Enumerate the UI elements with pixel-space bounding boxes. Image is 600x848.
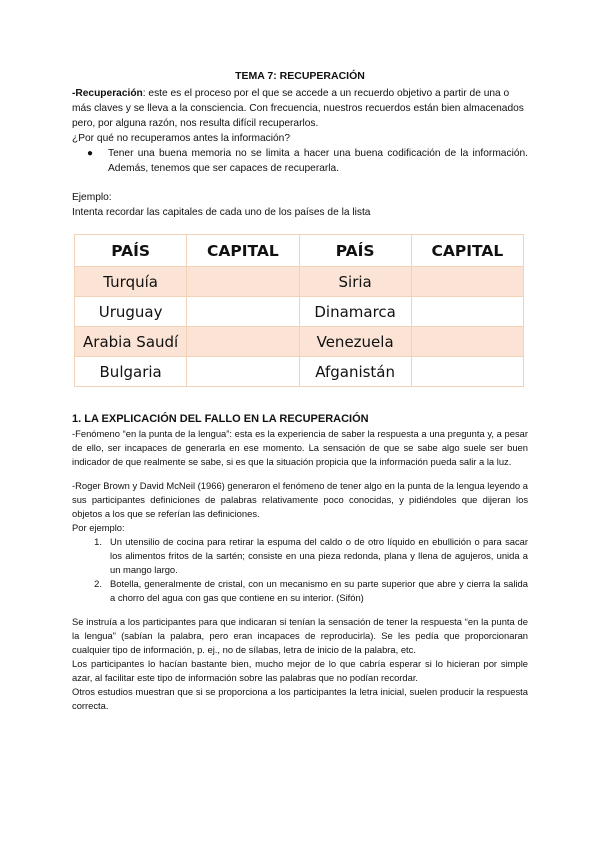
paragraph-other-studies: Otros estudios muestran que si se proporciona a los participantes la letra inicial, suelen producir la respuesta correcta. <box>72 686 528 711</box>
list-number: 1. <box>94 536 102 547</box>
bullet-item <box>72 146 528 176</box>
country-cell: Dinamarca <box>299 297 411 327</box>
paragraph-brown-mcneil: -Roger Brown y David McNeil (1966) generaron el fenómeno de tener algo en la punta de la lengua leyendo a sus participantes definiciones de palabras relativamente poco conocidas, y pidiéndoles que dijeran los objetos a los que se referían las definiciones. <box>72 480 528 519</box>
list-item <box>72 577 528 605</box>
list-number: 2. <box>94 578 102 589</box>
capital-cell <box>411 297 523 327</box>
capital-cell <box>187 267 299 297</box>
country-cell: Arabia Saudí <box>75 327 187 357</box>
bullet-icon: ● <box>86 148 94 159</box>
capital-cell <box>187 297 299 327</box>
list-text: Un utensilio de cocina para retirar la espuma del caldo o de otro líquido en ebullición o para sacar los alimentos fritos de la sartén; consiste en una pieza redonda, plana y llena de agujeros, unida a un mango largo. <box>110 536 528 575</box>
table-row <box>75 297 524 327</box>
question-text: ¿Por qué no recuperamos antes la información? <box>72 133 291 144</box>
definition-term: -Recuperación <box>72 88 143 99</box>
bullet-text: Tener una buena memoria no se limita a hacer una buena codificación de la información. Además, tenemos que ser capaces de recuperarla. <box>108 148 528 174</box>
country-cell: Venezuela <box>299 327 411 357</box>
capital-cell <box>187 357 299 387</box>
intro-block <box>72 86 528 176</box>
country-cell: Bulgaria <box>75 357 187 387</box>
capital-cell <box>411 357 523 387</box>
example-label: Por ejemplo: <box>72 522 125 533</box>
paragraph-instruction: Se instruía a los participantes para que indicaran si tenían la sensación de tener la respuesta “en la punta de la lengua” (sabían la palabra, pero eran incapaces de reproducirla). Se les pedía que proporcionaran cualquier tipo de información, p. ej., no de sílabas, letra de inicio de la palabra, etc. <box>72 616 528 655</box>
list-item <box>72 535 528 577</box>
table-row <box>75 267 524 297</box>
capital-cell <box>411 327 523 357</box>
example-block <box>72 190 528 220</box>
country-cell: Siria <box>299 267 411 297</box>
capital-cell <box>411 267 523 297</box>
table-row <box>75 327 524 357</box>
country-cell: Afganistán <box>299 357 411 387</box>
paragraph-results: Los participantes lo hacían bastante bien, mucho mejor de lo que cabría esperar si lo hicieran por simple azar, al facilitar este tipo de información sobre las palabras que no podían recordar. <box>72 658 528 683</box>
countries-table <box>74 234 524 387</box>
country-cell: Turquía <box>75 267 187 297</box>
page-title: TEMA 7: RECUPERACIÓN <box>235 70 365 82</box>
section-fallo-recuperacion <box>72 412 528 713</box>
country-cell: Uruguay <box>75 297 187 327</box>
paragraph-punta-lengua: -Fenómeno “en la punta de la lengua”: esta es la experiencia de saber la respuesta a una pregunta y, a pesar de ello, ser incapaces de generarla en ese momento. La sensación de que se sabe algo suele ser buen indicador de que realmente se sabe, si es que la situación propicia que la información pueda salir a la luz. <box>72 428 528 467</box>
header-capital-2: CAPITAL <box>411 235 523 267</box>
table-header-row <box>75 235 524 267</box>
header-pais-1: PAÍS <box>75 235 187 267</box>
list-text: Botella, generalmente de cristal, con un mecanismo en su parte superior que abre y cierra la salida a chorro del agua con gas que contiene en su interior. (Sifón) <box>110 578 528 603</box>
table-row <box>75 357 524 387</box>
header-capital-1: CAPITAL <box>187 235 299 267</box>
header-pais-2: PAÍS <box>299 235 411 267</box>
example-label: Ejemplo: <box>72 192 112 203</box>
example-instruction: Intenta recordar las capitales de cada uno de los países de la lista <box>72 207 371 218</box>
section-heading: 1. LA EXPLICACIÓN DEL FALLO EN LA RECUPERACIÓN <box>72 413 369 425</box>
capital-cell <box>187 327 299 357</box>
definition-paragraph <box>72 86 528 131</box>
definition-text: : este es el proceso por el que se accede a un recuerdo objetivo a partir de una o más claves y se lleva a la consciencia. Con frecuencia, nuestros recuerdos están bien almacenados pero, por alguna razón, nos resulta difícil recuperarlos. <box>72 88 524 129</box>
